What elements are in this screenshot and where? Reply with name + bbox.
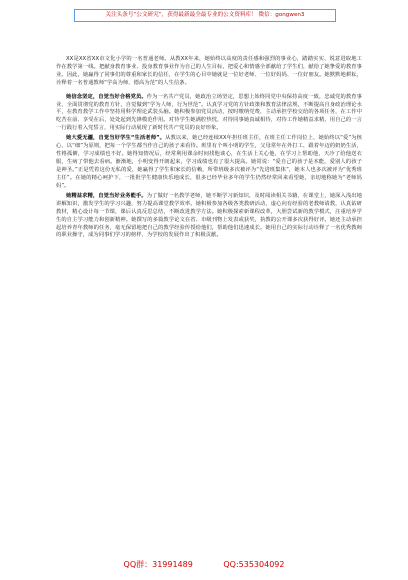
paragraph-text: 从教以来，她已经连续XX年担任班主任，在班主任工作岗位上，她始终以“爱”为核心，以“细”为原则，把每一个学生都当作自己的孩子来看待。班里有个叫小明的学生，父母常年在外打工，跟着年迈的奶奶生活，性格孤僻，学习成绩也不好。她得知情况后，经常利用课余时间找他谈心，在生活上关心他，在学习上帮助他，天冷了给他送衣服，生病了带他去看病。渐渐地，小明变得开朗起来，学习成绩也有了很大提高。她常说：“爱自己的孩子是本能，爱别人的孩子是神圣。”正是凭着这份无私的爱，她赢得了学生和家长的信赖，所带班级多次被评为“先进班集体”，她本人也多次被评为“优秀班主任”。在她的精心呵护下，一批批学生健康快乐地成长，很多已经毕业多年的学生仍然经常回来看望她，亲切地称她为“老师妈妈”。 (56, 135, 362, 189)
qq-label: QQ:535304092 (223, 560, 285, 569)
intro-paragraph (56, 56, 362, 88)
paragraph-text: 作为一名共产党员，她政治立场坚定，思想上始终同党中央保持高度一致，忠诚党的教育事业，全面贯彻党的教育方针，自觉做到“学为人师，行为世范”。认真学习党的方针政策和教育法律法规，不断提高自身政治理论水平，在教育教学工作中坚持用科学理论武装头脑。她积极参加党员活动，按时缴纳党费，主动承担学校交给的各项任务，在工作中吃苦在前、享受在后，处处起到先锋模范作用。对待学生她满腔热忱，对待同事她真诚相待，对待工作她精益求精，用自己的一言一行践行着入党誓言，用实际行动展现了新时代共产党员的良好形象。 (56, 93, 362, 132)
section-paragraph-care (56, 135, 362, 190)
section-heading: 她信念坚定，自觉当好合格党员。 (66, 93, 147, 100)
section-heading: 她精益求精，自觉当好业务能手。 (66, 192, 147, 199)
contact-footer (0, 560, 408, 570)
document-body (56, 56, 362, 243)
qq-group-label: QQ群：31991489 (123, 560, 193, 569)
paragraph-text: XX是XX省XX市文化小学的一名普通老师。从教XX年来，她始终以高度的责任感和强烈的事业心，踏踏实实、锐意进取地工作在教学第一线。把献身教育事业、投身教育事业作为自己的人生目标，把爱心和情感全部献给了学生们，献给了她挚爱的教育事业。因此，她赢得了同事们的尊重和家长的信任，在学生的心目中她就是一位好老师、一位好妈妈、一位好朋友。她默默地耕耘，诠释着一名普通教师“学高为师、德高为范”的人生信条。 (56, 56, 362, 86)
section-heading: 她大爱无疆，自觉当好学生“生活老师”。 (66, 135, 166, 142)
section-paragraph-party (56, 94, 362, 134)
promo-banner: 关注头条号“公文研究”，获得最新最全最专业的公文资料库！ 微信：gongwen3 (74, 9, 336, 22)
section-paragraph-skills (56, 193, 362, 240)
paragraph-text: 为了做好一名教学老师，她不断学习新知识，及时阅读相关书籍，在课堂上，她深入浅出地讲解知识，激发学生的学习兴趣，努力提高课堂教学效率。她积极参加各级各类教研活动，虚心向有经验的老教师请教，认真钻研教材，精心设计每一节课，课后认真反思总结，不断改进教学方法。她积极探索新课程改革，大胆尝试新的教学模式，注重培养学生的自主学习能力和创新精神。她撰写的多篇教学论文在省、市级刊物上发表或获奖，执教的公开课多次获得好评。她还主动承担起培养青年教师的任务，毫无保留地把自己的教学经验传授给他们，帮助他们迅速成长。她用自己的实际行动诠释了一名优秀教师的职业操守，成为同事们学习的榜样，为学校的发展作出了积极贡献。 (56, 192, 362, 239)
